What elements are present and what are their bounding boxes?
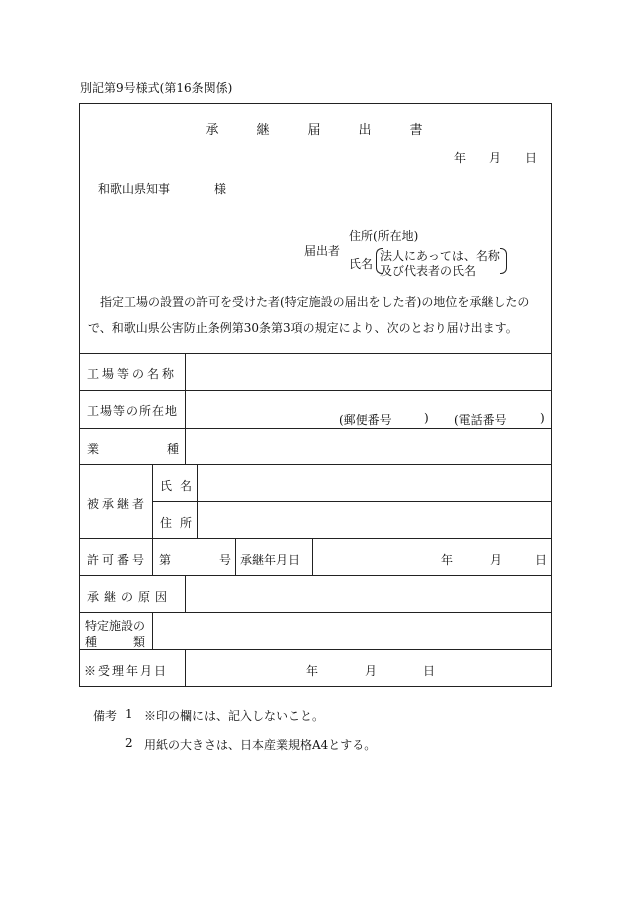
note-1-text: ※印の欄には、記入しないこと。 [144, 709, 325, 723]
predecessor-label: 被承継者 [87, 497, 148, 511]
postal-code-close: ) [424, 411, 429, 425]
col-divider [185, 649, 186, 687]
succession-date-label: 承継年月日 [240, 553, 301, 567]
predecessor-name-label: 氏 [160, 479, 173, 493]
name-label: 氏名 [349, 257, 374, 271]
notes-label: 備考 [93, 709, 118, 723]
row-divider [79, 353, 552, 354]
row-divider [79, 612, 552, 613]
notifier-label: 届出者 [304, 244, 341, 258]
row-divider [79, 464, 552, 465]
title-char: 承 [205, 123, 221, 138]
predecessor-address-label-2: 所 [180, 516, 193, 530]
col-divider [152, 464, 153, 575]
facility-type-label-line1: 特定施設の [85, 619, 146, 633]
predecessor-address-label: 住 [160, 516, 173, 530]
succession-month: 月 [490, 553, 503, 567]
permit-suffix: 号 [219, 553, 232, 567]
statement-text: 指定工場の設置の許可を受けた者(特定施設の届出をした者)の地位を承継したので、和歌山県公害防止条例第30条第3項の規定により、次のとおり届け出ます。 [88, 295, 530, 335]
date-month: 月 [489, 151, 502, 165]
col-divider [185, 353, 186, 464]
addressee-honorific: 様 [214, 182, 227, 196]
facility-type-label-1: 種 [85, 635, 98, 649]
row-divider [79, 428, 552, 429]
corporate-note-line2: 及び代表者の氏名 [380, 264, 477, 278]
addressee-name: 和歌山県知事 [98, 182, 171, 196]
col-divider [235, 538, 236, 575]
corporate-note-line1: 法人にあっては、名称 [380, 249, 500, 263]
note-2-text: 用紙の大きさは、日本産業規格A4とする。 [144, 738, 377, 752]
succession-day: 日 [535, 553, 548, 567]
note-2-number: 2 [125, 736, 133, 750]
postal-code-label: (郵便番号 [339, 413, 392, 427]
phone-close: ) [540, 411, 545, 425]
right-brace [500, 248, 507, 274]
receipt-date-label: ※受理年月日 [84, 664, 169, 678]
date-day: 日 [525, 151, 538, 165]
row-divider [79, 538, 552, 539]
receipt-year: 年 [306, 664, 319, 678]
receipt-month: 月 [365, 664, 378, 678]
permit-number-label: 許可番号 [87, 553, 148, 567]
industry-label-2: 種 [167, 442, 180, 456]
industry-label: 業 [87, 442, 100, 456]
title-char: 継 [256, 123, 272, 138]
col-divider [185, 575, 186, 612]
cause-label: 承継の原因 [87, 590, 173, 604]
note-1-number: 1 [125, 707, 133, 721]
row-divider [152, 501, 552, 502]
title-char: 出 [358, 123, 374, 138]
address-label: 住所(所在地) [349, 229, 419, 243]
form-title [0, 119, 630, 138]
col-divider [152, 612, 153, 649]
phone-label: (電話番号 [454, 413, 507, 427]
factory-location-label: 工場等の所在地 [87, 404, 179, 418]
date-year: 年 [454, 151, 467, 165]
row-divider [79, 390, 552, 391]
succession-year: 年 [441, 553, 454, 567]
col-divider [197, 464, 198, 538]
predecessor-name-label-2: 名 [180, 479, 193, 493]
row-divider [79, 575, 552, 576]
facility-type-label-2: 類 [133, 635, 146, 649]
receipt-day: 日 [423, 664, 436, 678]
form-reference: 別記第9号様式(第16条関係) [80, 81, 233, 95]
permit-prefix: 第 [159, 553, 172, 567]
row-divider [79, 649, 552, 650]
factory-name-label: 工場等の名称 [87, 367, 178, 381]
title-char: 書 [409, 123, 425, 138]
title-char: 届 [307, 123, 323, 138]
col-divider [312, 538, 313, 575]
